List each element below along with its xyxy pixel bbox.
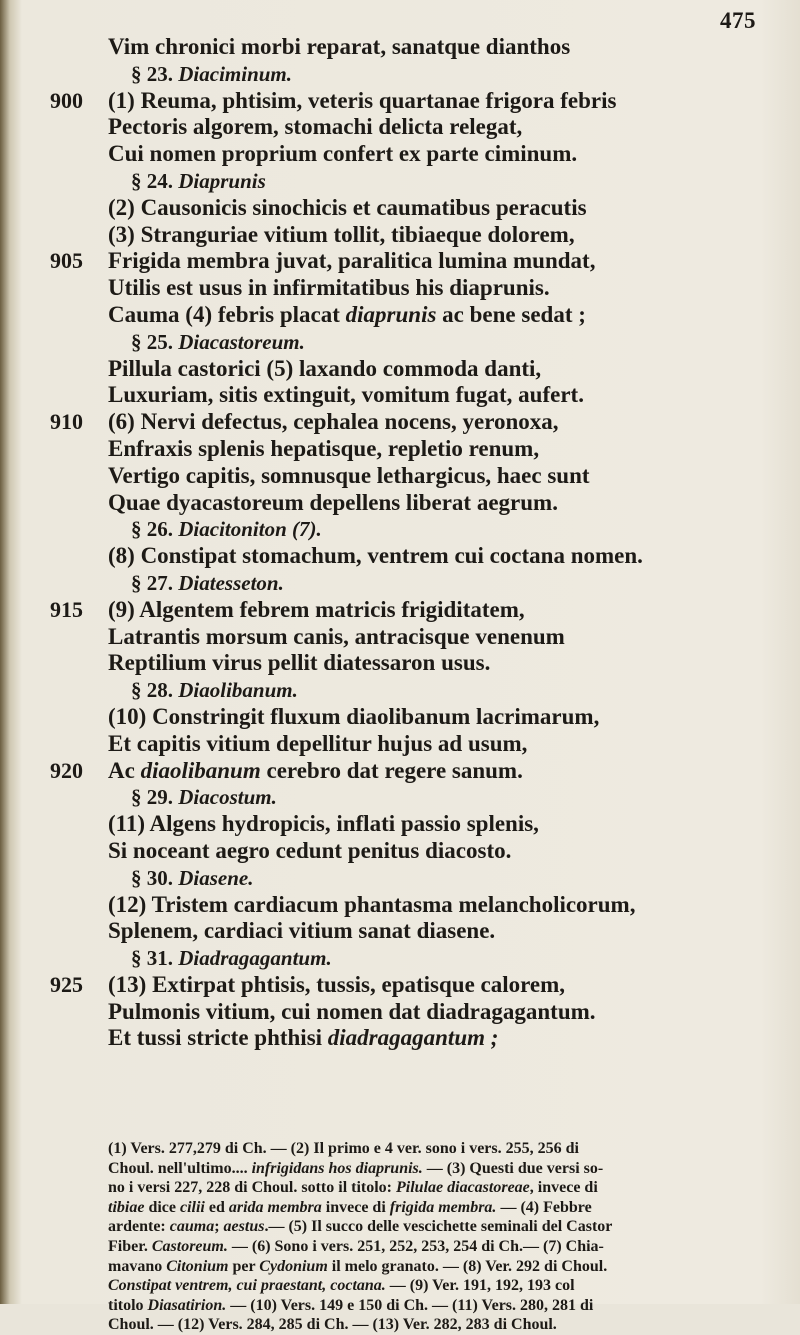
italic-text: frigida membra. [389, 1198, 497, 1216]
verse-line [0, 811, 800, 838]
verse-line [0, 382, 800, 409]
section-heading [0, 61, 800, 88]
text-run: Si noceant aegro cedunt penitus diacosto. [108, 837, 512, 863]
verse-text [108, 34, 570, 61]
text-run: (9) Algentem febrem matricis frigiditatem, [108, 596, 525, 622]
footnote-line [108, 1139, 758, 1159]
heading-text [131, 945, 332, 972]
italic-text: arida membra [228, 1198, 322, 1216]
verse-text [108, 275, 550, 302]
section-heading [0, 329, 800, 356]
section-number: § 23. [131, 61, 179, 86]
verse-line [0, 114, 800, 141]
verse-text [108, 624, 565, 651]
footnote-line [108, 1198, 758, 1218]
verse-line [0, 463, 800, 490]
verse-text [108, 1025, 498, 1052]
text-run: ed [204, 1198, 229, 1216]
verse-line [0, 704, 800, 731]
verse-text [108, 490, 558, 517]
italic-text: Citonium [166, 1257, 229, 1275]
text-run: (2) Causonicis sinochicis et caumatibus peracutis [108, 194, 587, 220]
verse-text [108, 141, 577, 168]
verse-text [108, 88, 616, 115]
heading-text [131, 329, 305, 356]
section-heading [0, 677, 800, 704]
verse-text [108, 356, 541, 383]
text-run: — (6) Sono i vers. 251, 252, 253, 254 di Ch.— (7) Chia- [227, 1237, 604, 1255]
section-heading [0, 516, 800, 543]
text-run: mavano [108, 1257, 167, 1275]
section-number: § 28. [131, 678, 179, 703]
verse-text [108, 463, 590, 490]
verse-text [108, 543, 643, 570]
verse-line [0, 650, 800, 677]
text-run: (1) Reuma, phtisim, veteris quartanae frigora febris [108, 87, 617, 113]
text-run: Enfraxis splenis hepatisque, repletio renum, [108, 435, 540, 461]
text-run: (6) Nervi defectus, cephalea nocens, yeronoxa, [108, 409, 559, 435]
line-number: 925 [50, 971, 83, 997]
verse-text [108, 838, 511, 865]
text-run: Ac [108, 757, 141, 783]
verse-line [0, 1025, 800, 1052]
heading-text [131, 865, 254, 892]
text-run: titolo [108, 1296, 148, 1314]
line-number: 920 [50, 757, 83, 783]
footnote-line [108, 1237, 758, 1257]
text-run: il melo granato. — (8) Ver. 292 di Choul. [327, 1257, 608, 1275]
heading-text [131, 677, 298, 704]
italic-text: infrigidans hos diaprunis. [251, 1159, 423, 1177]
text-run: Fiber. [108, 1237, 152, 1255]
text-run: ardente: [108, 1218, 170, 1236]
verse-line [0, 275, 800, 302]
section-heading [0, 784, 800, 811]
verse-text [108, 650, 490, 677]
section-title: Diaolibanum. [178, 678, 298, 703]
verse-line [0, 999, 800, 1026]
verse-line [0, 195, 800, 222]
italic-text: Pilulae diacastoreae [396, 1179, 530, 1197]
verse-line [0, 758, 800, 785]
text-run: — (4) Febbre [496, 1198, 592, 1216]
verse-line [0, 222, 800, 249]
verse-line [0, 356, 800, 383]
line-number: 910 [50, 409, 83, 435]
verse-text [108, 758, 523, 785]
verse-line [0, 731, 800, 758]
section-number: § 31. [131, 946, 179, 971]
verse-line [0, 543, 800, 570]
verse-text [108, 999, 596, 1026]
section-heading [0, 570, 800, 597]
text-run: Choul. nell'ultimo.... [108, 1159, 252, 1177]
section-title: Diatesseton. [178, 570, 284, 595]
text-run: Et capitis vitium depellitur hujus ad usum, [108, 730, 528, 756]
footnote-line [108, 1257, 758, 1277]
section-number: § 29. [131, 785, 179, 810]
text-run: Cui nomen proprium confert ex parte ciminum. [108, 141, 578, 167]
verse-text [108, 195, 587, 222]
text-run: Et tussi stricte phthisi [108, 1025, 328, 1051]
section-number: § 27. [131, 570, 179, 595]
section-title: Diaciminum. [178, 61, 293, 86]
text-run: (13) Extirpat phtisis, tussis, epatisque calorem, [108, 971, 566, 997]
text-run: (8) Constipat stomachum, ventrem cui coctana nomen. [108, 543, 643, 569]
footnote-line [108, 1159, 758, 1179]
text-run: Quae dyacastoreum depellens liberat aegrum. [108, 489, 558, 515]
text-run: Pectoris algorem, stomachi delicta relegat, [108, 114, 523, 140]
text-run: — (3) Questi due versi so- [422, 1159, 604, 1177]
verse-text [108, 114, 522, 141]
italic-text: aestus [223, 1218, 265, 1236]
text-run: Pulmonis vitium, cui nomen dat diadragagantum. [108, 998, 596, 1024]
text-run: Choul. — (12) Vers. 284, 285 di Ch. — (13) Ver. 282, 283 di Choul. [108, 1316, 557, 1334]
text-run: Utilis est usus in infirmitatibus his diaprunis. [108, 275, 550, 301]
heading-text [131, 784, 277, 811]
verse-text [108, 436, 539, 463]
text-run: cerebro dat regere sanum. [260, 757, 523, 783]
verse-text [108, 302, 586, 329]
text-run: Pillula castorici (5) laxando commoda danti, [108, 355, 542, 381]
italic-text: Cydonium [259, 1257, 328, 1275]
text-run: (3) Stranguriae vitium tollit, tibiaeque dolorem, [108, 221, 575, 247]
section-number: § 26. [131, 517, 179, 542]
section-title: Diasene. [178, 865, 254, 890]
section-heading [0, 945, 800, 972]
verse-line [0, 248, 800, 275]
text-run: (11) Algens hydropicis, inflati passio splenis, [108, 811, 539, 837]
text-run: (1) Vers. 277,279 di Ch. — (2) Il primo e 4 ver. sono i vers. 255, 256 di [108, 1140, 579, 1157]
text-run: invece di [321, 1198, 390, 1216]
section-number: § 30. [131, 865, 179, 890]
section-number: § 25. [131, 329, 179, 354]
text-run: Splenem, cardiaci vitium sanat diasene. [108, 918, 496, 944]
text-run: (10) Constringit fluxum diaolibanum lacrimarum, [108, 703, 600, 729]
text-run: no i versi 227, 228 di Choul. sotto il titolo: [108, 1179, 397, 1197]
italic-text: Castoreum. [151, 1237, 228, 1255]
footnote-line [108, 1315, 758, 1335]
heading-text [131, 516, 322, 543]
heading-text [131, 61, 292, 88]
footnote-line [108, 1276, 758, 1296]
text-run: — (10) Vers. 149 e 150 di Ch. — (11) Vers. 280, 281 di [226, 1296, 594, 1314]
footnote-line [108, 1178, 758, 1198]
text-run: — (9) Ver. 191, 192, 193 col [385, 1277, 575, 1295]
text-run: ac bene sedat ; [436, 301, 586, 327]
verse-text [108, 704, 599, 731]
verse-text [108, 892, 635, 919]
line-number: 905 [50, 248, 83, 274]
line-number: 900 [50, 87, 83, 113]
verse-line [0, 409, 800, 436]
text-run: Cauma (4) febris placat [108, 301, 346, 327]
verse-line [0, 972, 800, 999]
section-title: Diacitoniton (7). [178, 517, 322, 542]
section-number: § 24. [131, 168, 179, 193]
verse-text [108, 248, 595, 275]
italic-text: cauma [169, 1218, 215, 1236]
section-title: Diadragagantum. [178, 946, 332, 971]
footnotes [108, 1139, 758, 1335]
footnote-line [108, 1217, 758, 1237]
section-title: Diacastoreum. [178, 329, 305, 354]
text-run: Reptilium virus pellit diatessaron usus. [108, 650, 491, 676]
verse-line [0, 141, 800, 168]
section-title: Diacostum. [178, 785, 277, 810]
section-heading [0, 168, 800, 195]
text-run: Vim chronici morbi reparat, sanatque dianthos [108, 34, 571, 59]
text-run: Frigida membra juvat, paralitica lumina mundat, [108, 248, 596, 274]
text-run: Latrantis morsum canis, antracisque venenum [108, 623, 565, 649]
verse-line [0, 624, 800, 651]
text-run: Luxuriam, sitis extinguit, vomitum fugat, aufert. [108, 382, 584, 408]
page-number: 475 [720, 8, 756, 33]
verse-text [108, 597, 525, 624]
verse-text [108, 222, 575, 249]
italic-text: diaolibanum [140, 757, 261, 783]
italic-text: Constipat ventrem, cui praestant, coctana. [108, 1277, 386, 1295]
verse-line [0, 490, 800, 517]
italic-text: tibiae [108, 1198, 145, 1216]
footnote-line [108, 1296, 758, 1316]
verse-text [108, 382, 584, 409]
line-number: 915 [50, 596, 83, 622]
text-run: .— (5) Il succo delle vescichette seminali del Castor [264, 1218, 613, 1236]
verse-text [108, 972, 565, 999]
text-run: Vertigo capitis, somnusque lethargicus, haec sunt [108, 462, 590, 488]
italic-text: cilii [179, 1198, 205, 1216]
text-run: ; [214, 1218, 224, 1236]
verse-text [108, 811, 539, 838]
italic-text: diadragagantum ; [327, 1025, 499, 1051]
verse-text [108, 731, 527, 758]
verse-line [0, 88, 800, 115]
verse-line [0, 436, 800, 463]
text-run: dice [144, 1198, 180, 1216]
heading-text [131, 570, 284, 597]
italic-text: diaprunis [345, 301, 437, 327]
heading-text [131, 168, 266, 195]
section-title: Diaprunis [178, 168, 266, 193]
verse-line [0, 892, 800, 919]
text-run: (12) Tristem cardiacum phantasma melancholicorum, [108, 891, 636, 917]
verse-text [108, 409, 559, 436]
verse-line [0, 34, 800, 61]
text-run: per [228, 1257, 260, 1275]
verse-line [0, 302, 800, 329]
italic-text: Diasatirion. [147, 1296, 227, 1314]
verse-text [108, 918, 495, 945]
verse-line [0, 838, 800, 865]
verse-block [0, 34, 800, 1052]
verse-line [0, 918, 800, 945]
section-heading [0, 865, 800, 892]
verse-line [0, 597, 800, 624]
text-run: , invece di [529, 1179, 598, 1197]
